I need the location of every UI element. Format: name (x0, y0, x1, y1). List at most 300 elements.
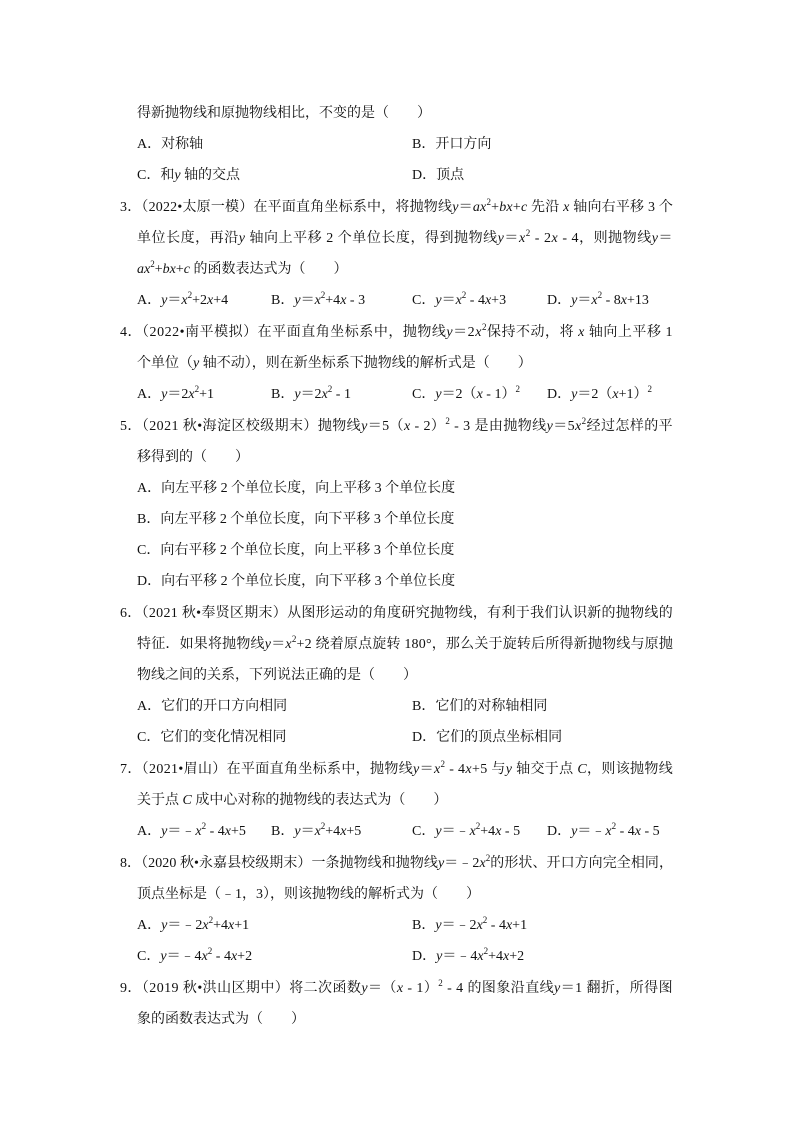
stem-line (120, 973, 673, 1004)
text-run: ＝5 (553, 418, 576, 434)
math-variable: y (435, 917, 442, 933)
text-run: - 8 (602, 292, 621, 308)
option-row (137, 473, 673, 504)
text-run: 轴交于点 (512, 761, 578, 777)
math-variable: x (340, 292, 347, 308)
option-row (137, 691, 673, 722)
question-5 (0, 411, 794, 597)
answer-option (137, 722, 286, 753)
stem-line (137, 442, 673, 473)
text-run: ＝﹣ (577, 823, 606, 839)
text-run: 经过怎样的平 (586, 418, 674, 434)
math-variable: x (469, 823, 476, 839)
option-row (137, 816, 673, 847)
math-variable: x (188, 386, 195, 402)
math-variable: x (477, 948, 484, 964)
exponent: 2 (291, 633, 297, 644)
exponent: 2 (611, 820, 617, 831)
question-2-continued (0, 98, 794, 191)
math-variable: y (294, 386, 301, 402)
text-run: 轴的交点 (180, 167, 241, 183)
text-run: ＝5（ (367, 418, 404, 434)
text-run: 先沿 (527, 199, 564, 215)
exponent: 2 (208, 914, 214, 925)
math-variable: x (563, 199, 570, 215)
math-variable: x (433, 761, 441, 777)
text-run: ＝﹣2 (444, 855, 480, 871)
stem-line (137, 660, 673, 691)
question-3 (0, 192, 794, 316)
stem-line (120, 411, 673, 442)
math-variable: c (520, 199, 528, 215)
text-run: + (154, 261, 163, 277)
answer-option (137, 535, 454, 566)
math-variable: bx (162, 261, 176, 277)
text-run: +2 (192, 292, 207, 308)
math-variable: x (230, 948, 238, 964)
stem-line (120, 317, 673, 348)
text-run: 关于点 (137, 792, 183, 808)
math-variable: x (285, 636, 292, 652)
stem-line-text (137, 348, 532, 379)
math-variable: x (403, 418, 411, 434)
math-variable: x (575, 418, 582, 434)
math-variable: y (160, 948, 167, 964)
text-run: C．它们的变化情况相同 (137, 729, 287, 745)
stem-line-text (120, 973, 673, 1004)
exponent: 2 (440, 758, 446, 769)
answer-option (412, 722, 562, 753)
text-run: - 3 (346, 292, 366, 308)
text-run: 个单位（ (137, 355, 193, 371)
answer-option (137, 941, 252, 972)
text-run: C． (412, 386, 436, 402)
exponent: 2 (445, 415, 451, 426)
text-run: ＝ (419, 761, 434, 777)
answer-option (412, 941, 524, 972)
math-variable: y (413, 761, 420, 777)
math-variable: x (476, 917, 483, 933)
text-run: A．向左平移 2 个单位长度，向上平移 3 个单位长度 (137, 480, 456, 496)
math-variable: c (183, 261, 190, 277)
exponent: 2 (485, 852, 491, 863)
text-run: D． (547, 823, 572, 839)
text-run: A． (137, 917, 162, 933)
text-run: +2 绕着原点旋转 180°，那么关于旋转后所得新抛物线与原抛 (296, 636, 674, 652)
answer-option (271, 816, 361, 847)
math-variable: x (321, 386, 328, 402)
text-run: 移得到的（ ） (137, 449, 249, 465)
stem-line (120, 848, 673, 879)
text-run: - 2 (530, 230, 552, 246)
answer-option (412, 816, 520, 847)
text-run: 保持不动，将 (486, 324, 579, 340)
text-run: ＝ (300, 823, 315, 839)
exponent: 2 (483, 945, 489, 956)
stem-line (137, 254, 673, 285)
math-variable: x (314, 823, 321, 839)
text-run: C． (137, 948, 161, 964)
text-run: ＝1 翻折，所得图 (560, 980, 674, 996)
math-variable: y (193, 355, 200, 371)
text-run: 6．（2021 秋•奉贤区期末）从图形运动的角度研究抛物线，有利于我们认识新的抛物线的 (120, 605, 673, 621)
stem-line (120, 754, 673, 785)
exponent: 2 (461, 289, 467, 300)
math-variable: x (591, 292, 598, 308)
math-variable: x (620, 292, 627, 308)
text-run: 4．（2022•南平模拟）在平面直角坐标系中，抛物线 (120, 324, 447, 340)
text-run: 9．（2019 秋•洪山区期中）将二次函数 (120, 980, 362, 996)
answer-option (137, 129, 203, 160)
option-row (137, 379, 673, 410)
math-variable: y (361, 418, 368, 434)
math-variable: x (195, 823, 202, 839)
answer-option (271, 285, 365, 316)
math-variable: y (546, 418, 554, 434)
text-run: ＝ (577, 292, 592, 308)
exponent: 2 (515, 383, 520, 394)
math-variable: x (476, 386, 483, 402)
option-row (137, 129, 673, 160)
stem-line-text (120, 598, 673, 629)
stem-line-text (137, 879, 480, 910)
text-run: D．向右平移 2 个单位长度，向下平移 3 个单位长度 (137, 573, 456, 589)
text-run: ＝ (458, 199, 473, 215)
question-8 (0, 848, 794, 972)
text-run: 单位长度，再沿 (137, 230, 239, 246)
math-variable: y (294, 823, 301, 839)
text-run: 象的函数表达式为（ ） (137, 1011, 305, 1027)
text-run: - 4 (616, 823, 635, 839)
text-run: 轴向上平移 1 (584, 324, 674, 340)
text-run: C．向右平移 2 个单位长度，向上平移 3 个单位长度 (137, 542, 455, 558)
math-variable: x (518, 230, 526, 246)
math-variable: x (551, 230, 559, 246)
text-run: ＝ (167, 292, 182, 308)
option-row (137, 160, 673, 191)
text-run: B． (412, 917, 436, 933)
math-variable: y (294, 292, 301, 308)
text-run: + (491, 199, 500, 215)
stem-line (137, 785, 673, 816)
text-run: 特征．如果将抛物线 (137, 636, 265, 652)
math-variable: x (455, 292, 462, 308)
text-run: D． (412, 948, 437, 964)
option-row (137, 566, 673, 597)
math-variable: x (465, 761, 472, 777)
math-variable: x (475, 324, 482, 340)
text-run: A． (137, 386, 162, 402)
stem-line-text (120, 317, 673, 348)
text-run: ＝ (441, 292, 456, 308)
math-variable: C (182, 792, 192, 808)
text-run: +1） (618, 386, 648, 402)
text-run: - 4 (445, 761, 466, 777)
text-run: +4 (488, 948, 503, 964)
math-variable: y (571, 386, 578, 402)
math-variable: y (571, 823, 578, 839)
math-variable: x (224, 823, 231, 839)
math-variable: x (396, 980, 404, 996)
math-variable: y (174, 167, 181, 183)
text-run: B． (271, 823, 295, 839)
text-run: ＝﹣4 (166, 948, 202, 964)
answer-option (412, 379, 520, 410)
stem-line (137, 629, 673, 660)
text-run: 轴不动），则在新坐标系下抛物线的解析式是（ ） (199, 355, 532, 371)
text-run: 物线之间的关系，下列说法正确的是（ ） (137, 667, 417, 683)
text-run: + (512, 199, 521, 215)
text-run: A．对称轴 (137, 136, 204, 152)
answer-option (137, 504, 454, 535)
math-variable: y (264, 636, 272, 652)
answer-option (137, 379, 214, 410)
question-6 (0, 598, 794, 753)
stem-line-text (120, 848, 673, 879)
text-run: - 1 (332, 386, 351, 402)
math-variable: x (634, 823, 641, 839)
text-run: ＝2 (167, 386, 189, 402)
math-variable: y (435, 386, 442, 402)
text-run: +4 (325, 292, 341, 308)
exponent: 2 (320, 289, 326, 300)
text-run: ＝﹣4 (442, 948, 478, 964)
math-variable: x (227, 917, 235, 933)
text-run: B．向左平移 2 个单位长度，向下平移 3 个单位长度 (137, 511, 455, 527)
answer-option (137, 285, 228, 316)
text-run: ＝ (504, 230, 519, 246)
stem-line-text (137, 223, 673, 254)
stem-line-text (137, 1004, 305, 1035)
text-run: +4 (213, 292, 229, 308)
text-run: D． (547, 386, 572, 402)
answer-option (412, 129, 491, 160)
stem-line (120, 598, 673, 629)
text-run: D．顶点 (412, 167, 465, 183)
answer-option (137, 160, 240, 191)
math-variable: x (505, 917, 513, 933)
text-run: +5 (346, 823, 362, 839)
text-run: - 4 (466, 292, 485, 308)
text-run: ＝2（ (441, 386, 477, 402)
text-run: +5 与 (471, 761, 506, 777)
exponent: 2 (150, 258, 155, 269)
math-variable: y (571, 292, 578, 308)
math-variable: C (577, 761, 588, 777)
text-run: B． (271, 386, 295, 402)
stem-line-text (137, 254, 347, 285)
math-variable: x (612, 386, 619, 402)
text-run: +4 (480, 823, 496, 839)
answer-option (137, 910, 249, 941)
exponent: 2 (486, 196, 492, 207)
text-run: C． (412, 823, 436, 839)
math-variable: y (361, 980, 368, 996)
math-variable: y (161, 917, 168, 933)
text-run: ＝2（ (577, 386, 613, 402)
exponent: 2 (194, 383, 200, 394)
math-variable: x (502, 948, 510, 964)
text-run: ，则该抛物线 (587, 761, 674, 777)
text-run: 顶点坐标是（﹣1，3），则该抛物线的解析式为（ ） (137, 886, 480, 902)
math-variable: y (238, 230, 246, 246)
text-run: ＝﹣ (167, 823, 196, 839)
text-run: 7．（2021•眉山）在平面直角坐标系中，抛物线 (120, 761, 414, 777)
text-run: + (175, 261, 184, 277)
answer-option (137, 473, 455, 504)
text-run: ＝ (300, 292, 315, 308)
text-run: B． (271, 292, 295, 308)
exponent: 2 (525, 227, 531, 238)
text-run: 8．（2020 秋•永嘉县校级期末）一条抛物线和抛物线 (120, 855, 438, 871)
text-run: 成中心对称的抛物线的表达式为（ ） (191, 792, 448, 808)
math-variable: y (435, 292, 442, 308)
text-run: C．和 (137, 167, 175, 183)
text-run: - 4 (212, 948, 231, 964)
math-variable: x (578, 324, 585, 340)
text-run: - 4 的图象沿直线 (443, 980, 555, 996)
exponent: 2 (207, 945, 213, 956)
text-run: A． (137, 292, 162, 308)
text-run: C． (412, 292, 436, 308)
text-run: D．它们的顶点坐标相同 (412, 729, 563, 745)
text-run: - 4 (487, 917, 506, 933)
option-row (137, 504, 673, 535)
text-run: +4 (325, 823, 341, 839)
text-run: 得新抛物线和原抛物线相比，不变的是（ ） (137, 105, 431, 121)
math-variable: x (495, 823, 502, 839)
stem-line-text (137, 629, 673, 660)
text-run: - 2） (410, 418, 446, 434)
answer-option (412, 910, 527, 941)
answer-option (547, 285, 649, 316)
question-4 (0, 317, 794, 410)
exponent: 2 (201, 820, 207, 831)
option-row (137, 910, 673, 941)
text-run: A．它们的开口方向相同 (137, 698, 288, 714)
question-7 (0, 754, 794, 847)
text-run: B．开口方向 (412, 136, 492, 152)
math-variable: y (497, 230, 505, 246)
answer-option (547, 816, 660, 847)
text-run: +1 (234, 917, 250, 933)
text-run: ＝（ (367, 980, 397, 996)
text-run: D． (547, 292, 572, 308)
text-run: ＝﹣2 (167, 917, 203, 933)
answer-option (547, 379, 652, 410)
stem-line-text (137, 660, 417, 691)
text-run: - 1） (403, 980, 439, 996)
stem-line (137, 879, 673, 910)
text-run: - 4，则抛物线 (558, 230, 652, 246)
text-run: A． (137, 823, 162, 839)
math-variable: y (161, 292, 168, 308)
option-row (137, 535, 673, 566)
stem-line (137, 1004, 673, 1035)
text-run: +1 (199, 386, 214, 402)
math-variable: x (484, 292, 492, 308)
text-run: B．它们的对称轴相同 (412, 698, 548, 714)
math-variable: x (479, 855, 486, 871)
text-run: ＝2 (300, 386, 322, 402)
answer-option (412, 691, 547, 722)
answer-option (412, 285, 506, 316)
math-variable: y (435, 823, 442, 839)
stem-line (137, 98, 673, 129)
exponent: 2 (475, 820, 481, 831)
stem-line-text (137, 98, 431, 129)
text-run: - 1） (482, 386, 516, 402)
math-variable: x (181, 292, 188, 308)
text-run: ＝﹣2 (441, 917, 477, 933)
math-variable: ax (137, 261, 151, 277)
text-run: - 4 (206, 823, 225, 839)
math-variable: y (505, 761, 513, 777)
text-run: 轴向上平移 2 个单位长度，得到抛物线 (245, 230, 498, 246)
stem-line (137, 348, 673, 379)
stem-line-text (120, 411, 673, 442)
text-run: +2 (237, 948, 253, 964)
math-variable: y (436, 948, 443, 964)
text-run: +2 (509, 948, 525, 964)
math-variable: y (452, 199, 459, 215)
math-variable: x (206, 292, 214, 308)
option-row (137, 285, 673, 316)
text-run: 3．（2022•太原一模）在平面直角坐标系中，将抛物线 (120, 199, 453, 215)
answer-option (137, 566, 455, 597)
math-variable: ax (472, 199, 487, 215)
option-row (137, 941, 673, 972)
text-run: 的形状、开口方向完全相同， (490, 855, 674, 871)
math-variable: y (651, 230, 659, 246)
math-variable: x (202, 917, 209, 933)
text-run: +4 (213, 917, 228, 933)
text-run: +1 (512, 917, 528, 933)
answer-option (271, 379, 351, 410)
stem-line-text (120, 754, 673, 785)
math-variable: y (437, 855, 445, 871)
exponent: 2 (438, 977, 444, 988)
text-run: ＝2 (453, 324, 476, 340)
option-row (137, 722, 673, 753)
exponent: 2 (327, 383, 333, 394)
math-variable: x (340, 823, 347, 839)
answer-option (412, 160, 464, 191)
math-variable: x (201, 948, 208, 964)
math-variable: y (161, 386, 168, 402)
text-run: - 3 是由抛物线 (450, 418, 547, 434)
exponent: 2 (482, 914, 488, 925)
text-run: - 5 (501, 823, 521, 839)
exponent: 2 (481, 321, 487, 332)
math-variable: x (314, 292, 321, 308)
math-variable: bx (499, 199, 513, 215)
text-run: - 5 (640, 823, 660, 839)
text-run: 轴向右平移 3 个 (569, 199, 674, 215)
text-run: ＝ (658, 230, 674, 246)
text-run: ＝﹣ (441, 823, 470, 839)
math-variable: x (605, 823, 612, 839)
math-variable: y (446, 324, 454, 340)
answer-option (137, 816, 246, 847)
question-9 (0, 973, 794, 1035)
stem-line-text (137, 442, 249, 473)
answer-option (137, 691, 287, 722)
exponent: 2 (187, 289, 193, 300)
text-run: 的函数表达式为（ ） (189, 261, 348, 277)
text-run: ＝ (271, 636, 286, 652)
math-variable: y (161, 823, 168, 839)
